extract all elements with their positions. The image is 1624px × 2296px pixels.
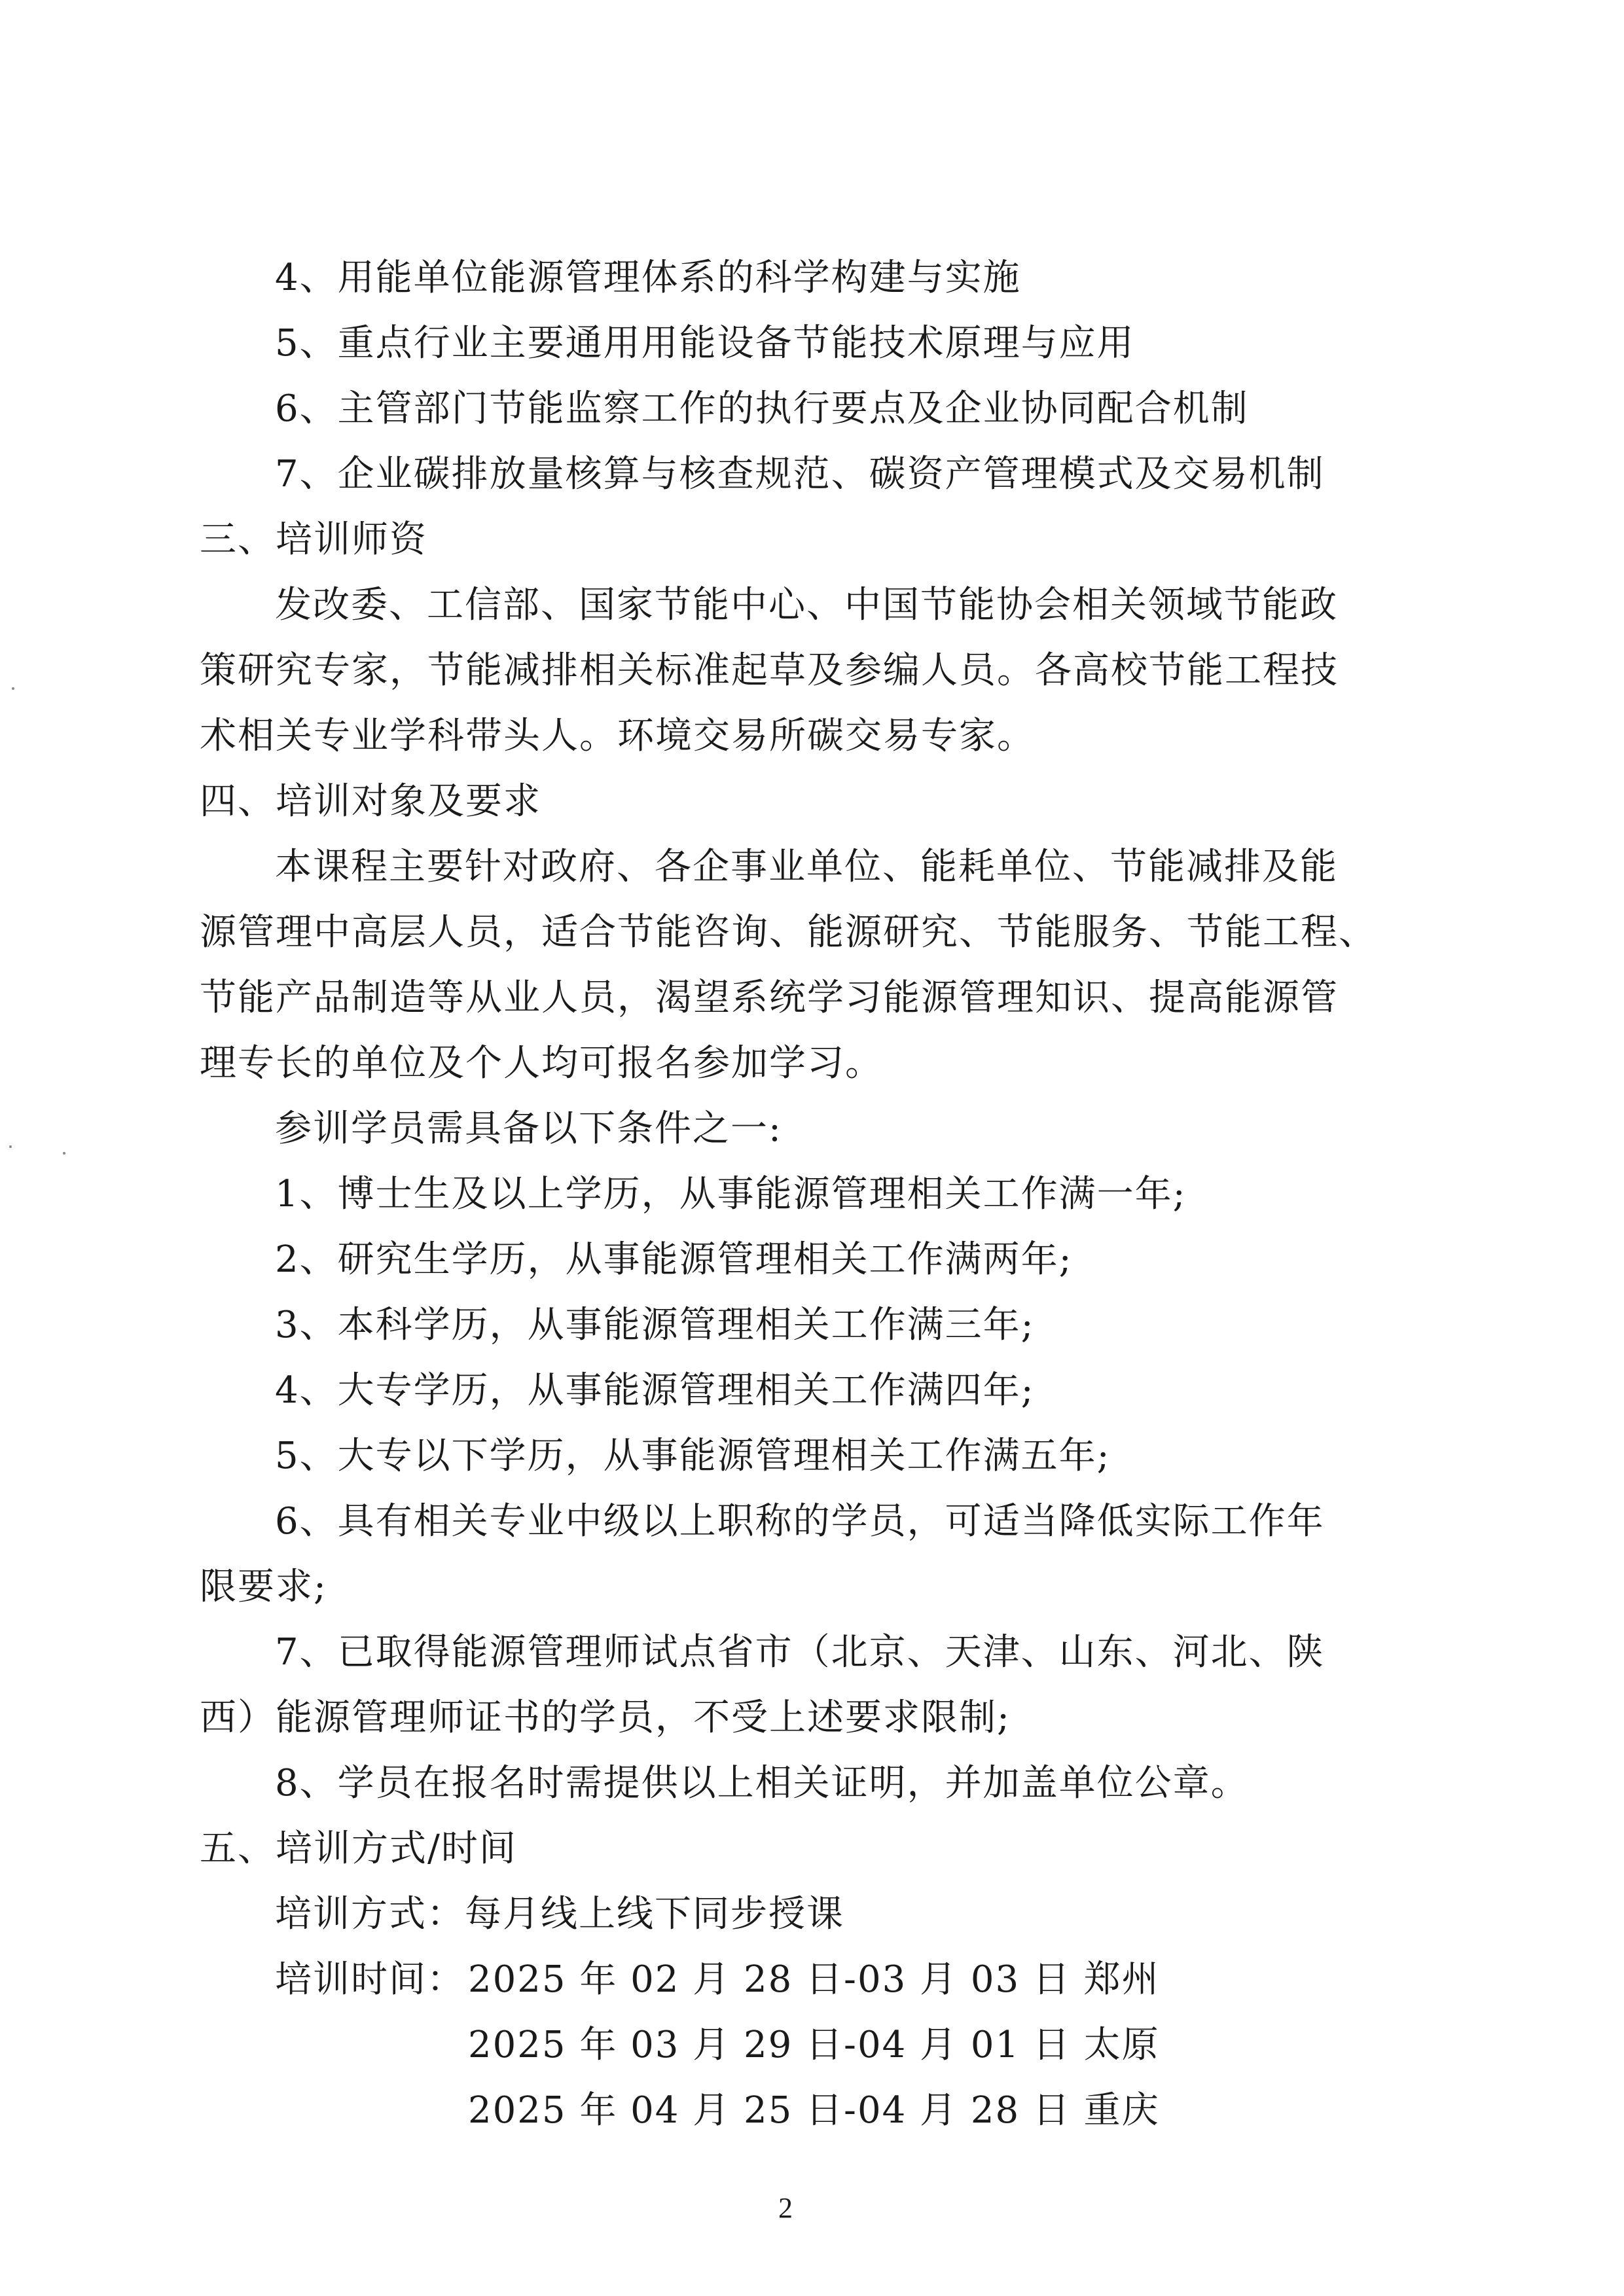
curriculum-item: 6、主管部门节能监察工作的执行要点及企业协同配合机制 (275, 387, 1249, 430)
condition-item-cont: 限要求; (200, 1566, 327, 1608)
condition-item: 3、本科学历，从事能源管理相关工作满三年; (275, 1304, 1035, 1346)
section-heading: 五、培训方式/时间 (200, 1827, 517, 1870)
conditions-intro: 参训学员需具备以下条件之一: (275, 1107, 782, 1150)
schedule-item: 2025 年 04 月 25 日-04 月 28 日 重庆 (468, 2089, 1160, 2132)
page-number: 2 (778, 2192, 793, 2224)
curriculum-item: 7、企业碳排放量核算与核查规范、碳资产管理模式及交易机制 (275, 453, 1325, 495)
paragraph-line: 源管理中高层人员，适合节能咨询、能源研究、节能服务、节能工程、 (200, 911, 1377, 954)
section-heading: 四、培训对象及要求 (200, 780, 541, 823)
training-method: 培训方式：每月线上线下同步授课 (275, 1893, 844, 1935)
paragraph-line: 理专长的单位及个人均可报名参加学习。 (200, 1042, 883, 1085)
condition-item: 6、具有相关专业中级以上职称的学员，可适当降低实际工作年 (275, 1500, 1325, 1543)
scan-speck (63, 1152, 65, 1155)
paragraph-line: 节能产品制造等从业人员，渴望系统学习能源管理知识、提高能源管 (200, 977, 1339, 1019)
paragraph-line: 术相关专业学科带头人。环境交易所碳交易专家。 (200, 715, 1035, 757)
condition-item: 1、博士生及以上学历，从事能源管理相关工作满一年; (275, 1173, 1187, 1215)
section-heading: 三、培训师资 (200, 518, 427, 561)
curriculum-item: 4、用能单位能源管理体系的科学构建与实施 (275, 257, 1021, 299)
paragraph-line: 策研究专家，节能减排相关标准起草及参编人员。各高校节能工程技 (200, 649, 1339, 692)
schedule-item: 2025 年 03 月 29 日-04 月 01 日 太原 (468, 2024, 1160, 2066)
condition-item: 8、学员在报名时需提供以上相关证明，并加盖单位公章。 (275, 1762, 1249, 1804)
condition-item: 2、研究生学历，从事能源管理相关工作满两年; (275, 1238, 1073, 1281)
curriculum-item: 5、重点行业主要通用用能设备节能技术原理与应用 (275, 322, 1135, 365)
condition-item: 4、大专学历，从事能源管理相关工作满四年; (275, 1369, 1035, 1412)
condition-item-cont: 西）能源管理师证书的学员，不受上述要求限制; (200, 1696, 1011, 1739)
scan-speck (9, 1145, 12, 1148)
paragraph-line: 发改委、工信部、国家节能中心、中国节能协会相关领域节能政 (275, 584, 1338, 626)
scan-speck (12, 687, 14, 690)
condition-item: 5、大专以下学历，从事能源管理相关工作满五年; (275, 1435, 1111, 1477)
paragraph-line: 本课程主要针对政府、各企事业单位、能耗单位、节能减排及能 (275, 846, 1338, 888)
training-time-label: 培训时间： (275, 1958, 465, 2001)
condition-item: 7、已取得能源管理师试点省市（北京、天津、山东、河北、陕 (275, 1631, 1325, 1674)
schedule-item: 2025 年 02 月 28 日-03 月 03 日 郑州 (468, 1958, 1160, 2001)
